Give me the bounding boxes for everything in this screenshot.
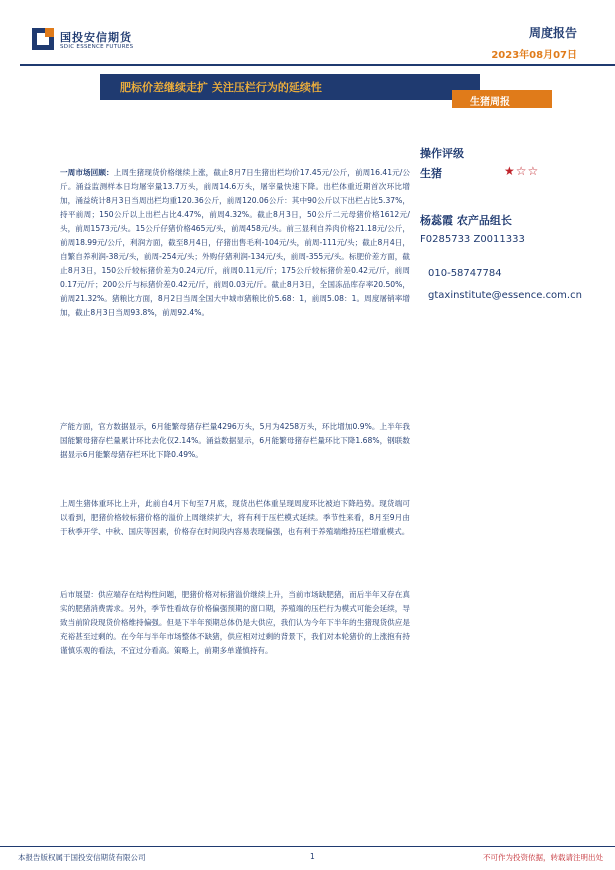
- rating-title: 操作评级: [420, 147, 464, 160]
- page-number: 1: [310, 852, 315, 861]
- market-review-lead: 一周市场回顾：: [60, 168, 114, 177]
- analyst-phone: 010-58747784: [428, 268, 502, 279]
- report-title: 肥标价差继续走扩 关注压栏行为的延续性: [120, 81, 322, 94]
- market-review-paragraph: [60, 166, 410, 320]
- capacity-paragraph: 产能方面，官方数据显示，6月能繁母猪存栏量4296万头，5月为4258万头，环比增加0.9%。上半年我国能繁母猪存栏量累计环比去化仅2.14%。涌益数据显示，6月能繁母猪存栏量环比下降1.68%，钢联数据显示6月能繁母猪存栏环比下降0.49%。: [60, 422, 410, 459]
- report-date: 2023年08月07日: [491, 50, 577, 61]
- analyst-email: gtaxinstitute@essence.com.cn: [428, 290, 582, 301]
- footer-divider: [0, 846, 615, 847]
- header-divider: [20, 64, 615, 66]
- company-logo: [32, 28, 192, 58]
- logo-mark-icon: [32, 28, 54, 50]
- outlook-paragraph: 后市展望：供应端存在结构性问题，肥猪价格对标猪溢价继续上升，当前市场缺肥猪，而后半年又存在真实的肥猪消费需求。另外，季节性看故存价格偏强预期的窗口期，养殖端的压栏行为模式可能会延续，导致当前阶段现货价格维持偏强。但是下半年预期总体仍是大供应，我们认为今年下半年的生猪现货供应是充裕甚至过剩的。在今年与半年市场整体不缺猪，供应相对过剩的背景下，我们对本轮猪价的上涨抱有持谨慎乐观的看法，不宜过分看高。策略上，前期多单谨慎持有。: [60, 590, 410, 655]
- company-name-en: SDIC ESSENCE FUTURES: [60, 44, 134, 50]
- analyst-name: 杨蕊霞 农产品组长: [420, 214, 512, 227]
- market-review-text: 上周生猪现货价格继续上涨，截止8月7日生猪出栏均价17.45元/公斤，前周16.41元/公斤。涌益监测样本日均屠宰量13.7万头，前周14.6万头，屠宰量快速下降。出栏体重近期首次环比增加，涌益统计8月3日当周出栏均重120.36公斤，前周120.06公斤：其中90公斤以下出栏占比5.37%，持平前周；150公斤以上出栏占比4.47%，前周4.32%。截止8月3日，50公斤二元母猪价格1612元/头，前周1573元/头。15公斤仔猪价格465元/头，前周458元/头。前三显利自养肉价格21.18元/公斤，前周18.99元/公斤，利润方面，截至8月4日，仔猪出售毛利-104元/头，前周-111元/头；截止8月4日，自繁自养利润-38元/头，前周-254元/头；外购仔猪利润-134元/头，前周-355元/头。标肥价差方面，截止8月3日，150公斤较标猪价差为0.24元/斤，前周0.11元/斤；175公斤较标猪价差0.42元/斤，前周0.17元/斤；200公斤与标猪价差0.42元/斤，前周0.03元/斤。截止8月3日，全国冻品库存率20.50%，前周21.32%。猪粮比方面，8月2日当周全国大中城市猪粮比价5.68：1，前周5.08：1。周度屠销率增加，截止8月3日当周93.8%，前周92.4%。: [60, 168, 410, 317]
- company-name-cn: 国投安信期货: [60, 31, 132, 44]
- footer-copyright: 本报告版权属于国投安信期货有限公司: [18, 853, 146, 862]
- weight-paragraph: 上周生猪体重环比上升，此前自4月下旬至7月底，现货出栏体重呈现周度环比被迫下降趋势。现货端可以看到，肥猪价格较标猪价格的溢价上周继续扩大，将有利于压栏模式延续。季节性来看，8月至9月由于秋季开学、中秋、国庆等因素，价格存在时间段内容易表现偏强，也有利于养殖端维持压栏增重模式。: [60, 499, 410, 536]
- section-tab-label: 生猪周报: [470, 97, 510, 108]
- rating-stars: ★☆☆: [504, 164, 540, 178]
- footer-disclaimer: 不可作为投资依据，转载请注明出处: [483, 853, 603, 862]
- rating-label: 生猪: [420, 167, 442, 180]
- report-type: 周度报告: [528, 26, 577, 40]
- analyst-license: F0285733 Z0011333: [420, 234, 525, 245]
